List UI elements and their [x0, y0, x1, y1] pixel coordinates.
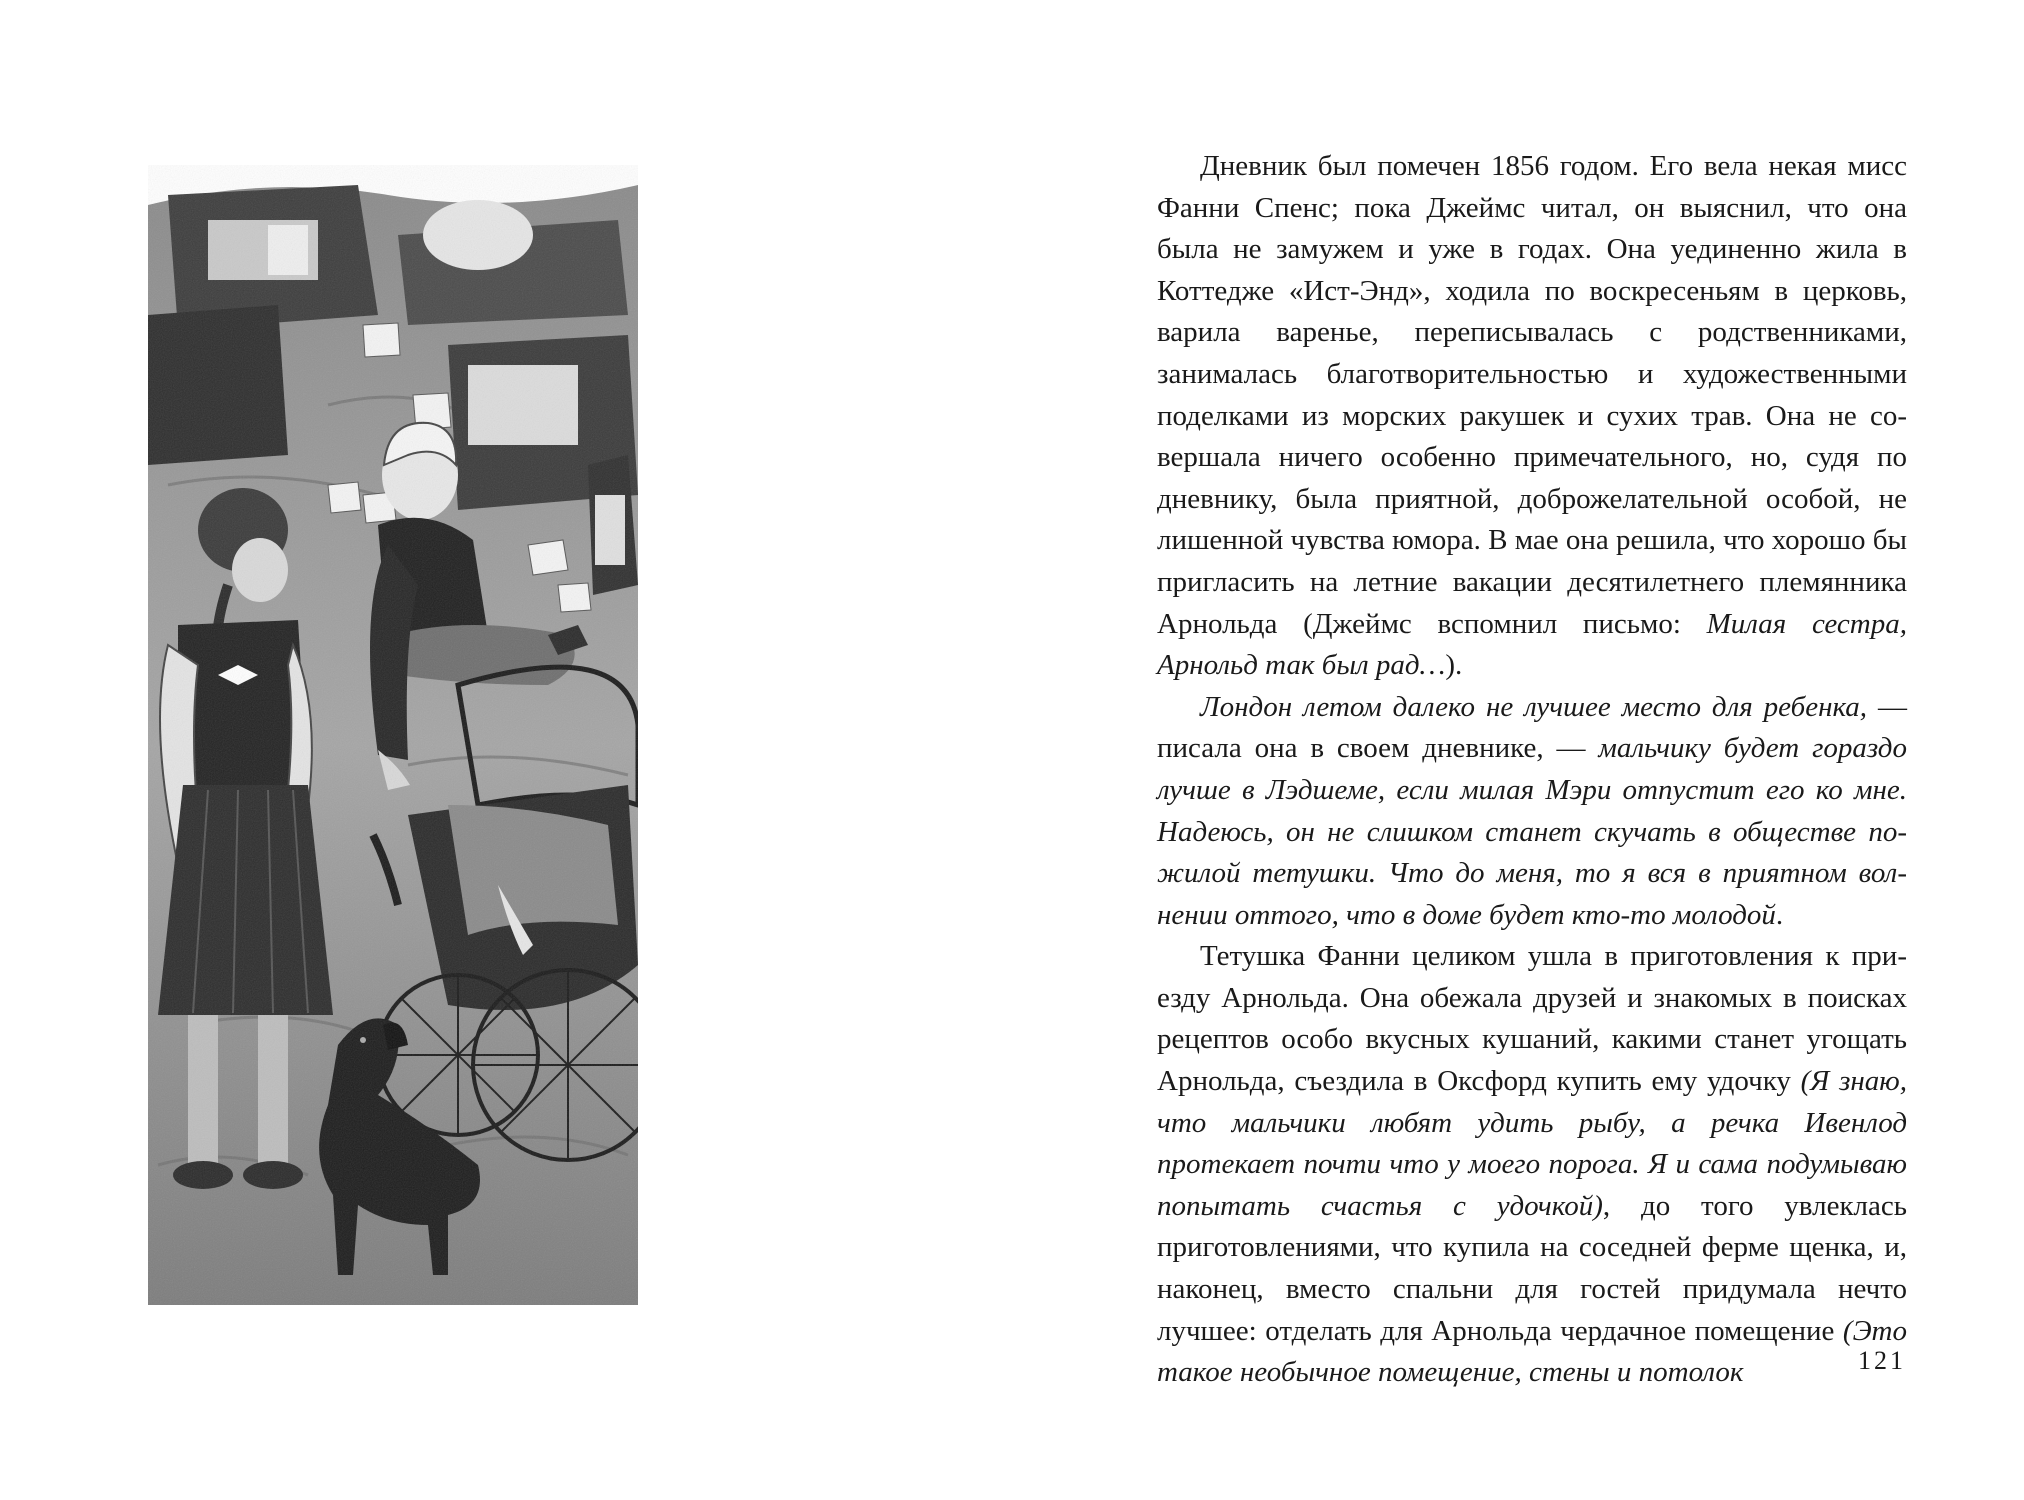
illustration-artwork [148, 165, 638, 1305]
italic-segment: мальчику будет гораздо лучше в Лэдшеме, если милая Мэри отпустит его ко мне. Надеюсь, он не слишком станет скучать в обществе пожилой тетушки. Что до меня, то я вся в приятном волнении оттого, что в доме будет кто-то молодой [1157, 732, 1907, 931]
text-segment: . [1775, 898, 1784, 931]
text-segment: ). [1445, 649, 1463, 682]
text-segment: Дневник был помечен 1856 годом. Его вела некая мисс Фанни Спенс; пока Джеймс читал, он выяснил, что она была не замужем и уже в годах. Она уединенно жила в Коттедже «Ист-Энд», ходила по воскресеньям в церковь, варила варенье, переписывалась с родственниками, занималась благотворительностью и художественными поделками из морских ракушек и сухих трав. Она не совершала ничего особенно примечательного, но, судя по дневнику, была приятной, доброжелательной особой, не лишенной чувства юмора. В мае она решила, что хорошо бы пригласить на летние вакации десятилетнего племянника Арнольда (Джеймс вспомнил письмо: [1157, 150, 1907, 640]
page-number: 121 [1858, 1346, 1906, 1375]
paragraph [1157, 936, 1907, 1394]
italic-segment: (Я знаю, что мальчики любят удить рыбу, а речка Ивенлод протекает почти что у моего порога. Я и сама подумываю попытать счастья с удочкой) [1157, 1065, 1907, 1222]
italic-segment: (Это такое необычное помещение, стены и потолок [1157, 1314, 1907, 1389]
italic-segment: Милая сестра, Арнольд так был рад… [1157, 607, 1907, 682]
text-segment: , до того увлеклась приготовлениями, что купила на соседней ферме щенка, и, наконец, вместо спальни для гостей придумала нечто лучшее: отделать для Арнольда чердачное помещение [1157, 1189, 1907, 1347]
grain-overlay [148, 165, 638, 1305]
text-segment: Тетушка Фанни целиком ушла в приготовления к приезду Арнольда. Она обежала друзей и знакомых в поисках рецептов особо вкусных кушаний, какими станет угощать Арнольда, съездила в Оксфорд купить ему удочку [1157, 940, 1907, 1098]
text-column [1157, 146, 1907, 1394]
text-segment: — писала она в своем дневнике, — [1157, 690, 1907, 765]
italic-segment: Лондон летом далеко не лучшее место для ребенка, [1200, 690, 1868, 723]
paragraph [1157, 687, 1907, 937]
illustration [148, 165, 638, 1305]
paragraph [1157, 146, 1907, 687]
